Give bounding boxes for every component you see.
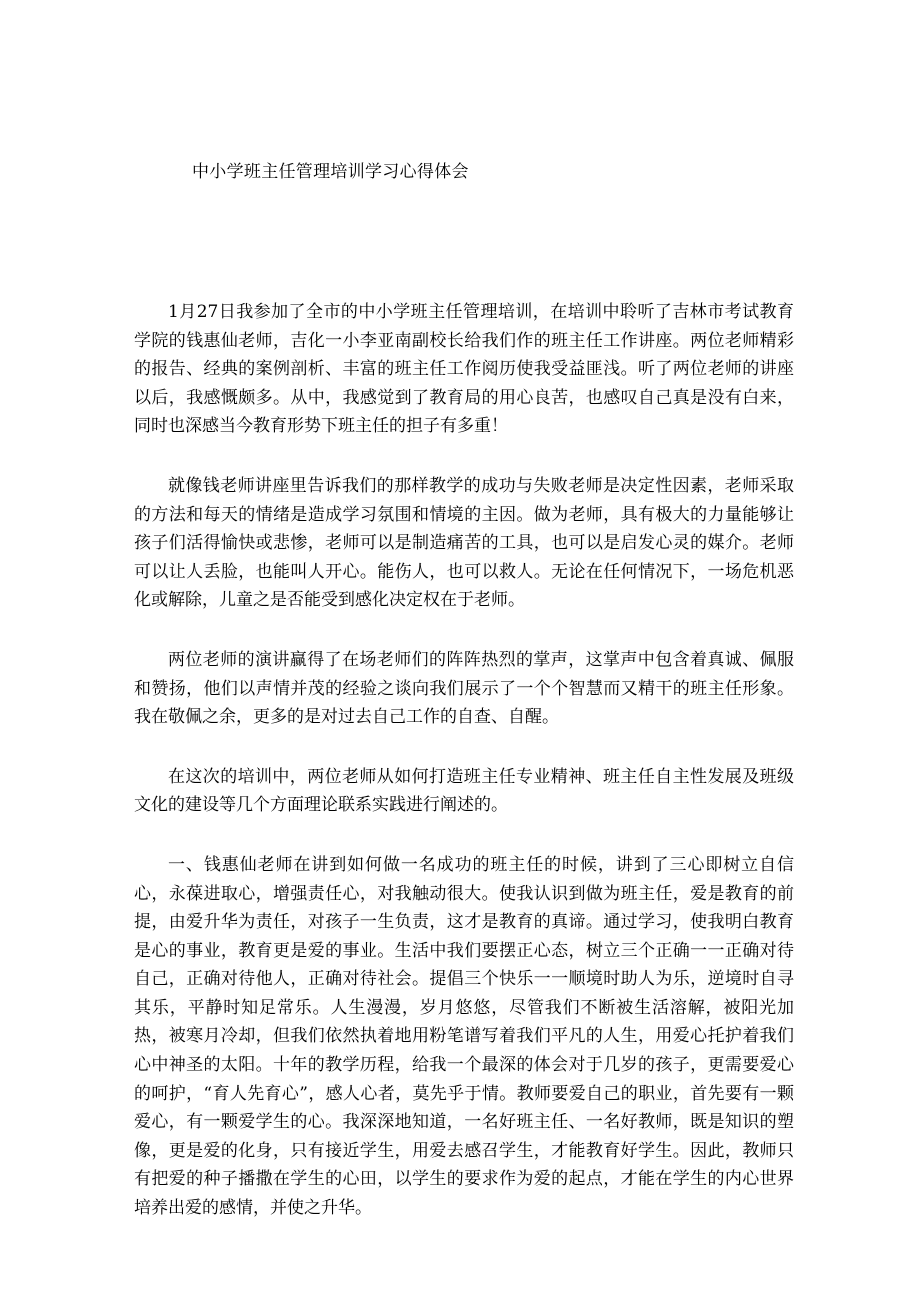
document-body: [134, 298, 794, 1254]
paragraph-2: 就像钱老师讲座里告诉我们的那样教学的成功与失败老师是决定性因素，老师采取的方法和每天的情绪是造成学习氛围和情境的主因。做为老师，具有极大的力量能够让孩子们活得愉快或悲惨，老师可以是制造痛苦的工具，也可以是启发心灵的媒介。老师可以让人丢脸，也能叫人开心。能伤人，也可以救人。无论在任何情况下，一场危机恶化或解除，儿童之是否能受到感化决定权在于老师。: [134, 475, 794, 611]
paragraph-1: 1月27日我参加了全市的中小学班主任管理培训，在培训中聆听了吉林市考试教育学院的钱惠仙老师，吉化一小李亚南副校长给我们作的班主任工作讲座。两位老师精彩的报告、经典的案例剖析、丰富的班主任工作阅历使我受益匪浅。听了两位老师的讲座以后，我感慨颇多。从中，我感觉到了教育局的用心良苦，也感叹自己真是没有白来，同时也深感当今教育形势下班主任的担子有多重！: [134, 302, 794, 437]
paragraph-5: 一、钱惠仙老师在讲到如何做一名成功的班主任的时候，讲到了三心即树立自信心，永葆进取心，增强责任心，对我触动很大。使我认识到做为班主任，爱是教育的前提，由爱升华为责任，对孩子一生负责，这才是教育的真谛。通过学习，使我明白教育是心的事业，教育更是爱的事业。生活中我们要摆正心态，树立三个正确一一正确对待自己，正确对待他人，正确对待社会。提倡三个快乐一一顺境时助人为乐，逆境时自寻其乐，平静时知足常乐。人生漫漫，岁月悠悠，尽管我们不断被生活溶解，被阳光加热，被寒月冷却，但我们依然执着地用粉笔谱写着我们平凡的人生，用爱心托护着我们心中神圣的太阳。十年的教学历程，给我一个最深的体会对于几岁的孩子，更需要爱心的呵护，“育人先育心”，感人心者，莫先乎于情。教师要爱自己的职业，首先要有一颗爱心，有一颗爱学生的心。我深深地知道，一名好班主任、一名好教师，既是知识的塑像，更是爱的化身，只有接近学生，用爱去感召学生，才能教育好学生。因此，教师只有把爱的种子播撒在学生的心田，以学生的要求作为爱的起点，才能在学生的内心世界培养出爱的感情，并使之升华。: [134, 854, 794, 1219]
paragraph-3: 两位老师的演讲赢得了在场老师们的阵阵热烈的掌声，这掌声中包含着真诚、佩服和赞扬，他们以声情并茂的经验之谈向我们展示了一个个智慧而又精干的班主任形象。我在敬佩之余，更多的是对过去自己工作的自查、自醒。: [134, 649, 794, 728]
document-title: 中小学班主任管理培训学习心得体会: [192, 162, 469, 182]
paragraph-4: 在这次的培训中，两位老师从如何打造班主任专业精神、班主任自主性发展及班级文化的建设等几个方面理论联系实践进行阐述的。: [134, 766, 794, 816]
